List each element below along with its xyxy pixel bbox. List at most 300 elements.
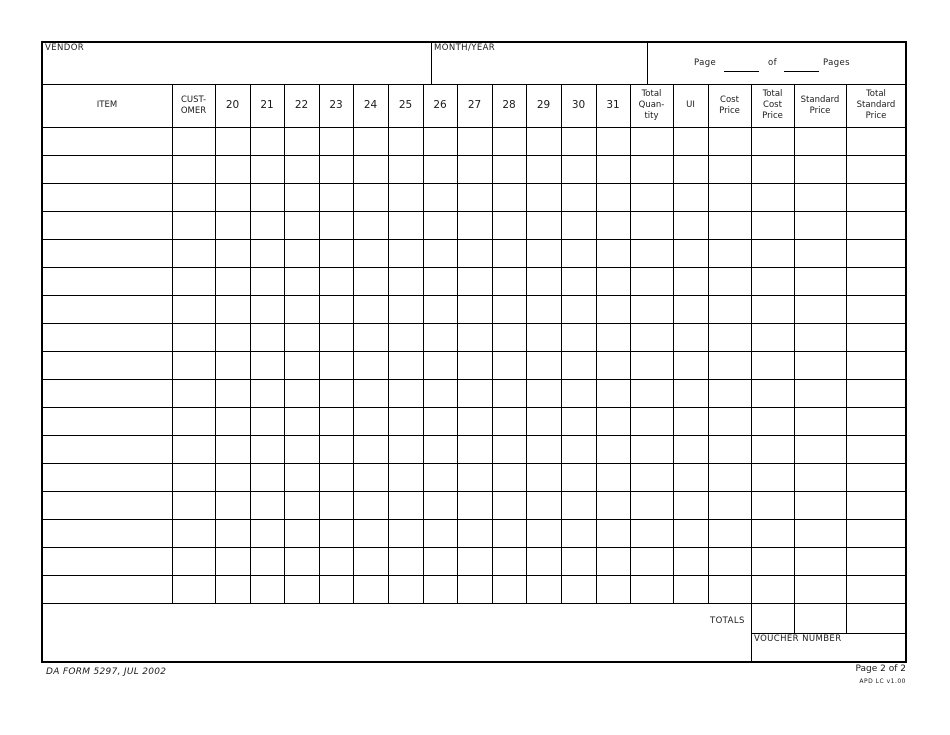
- table-cell[interactable]: [320, 296, 353, 323]
- table-cell[interactable]: [527, 436, 561, 463]
- table-cell[interactable]: [752, 128, 794, 155]
- table-cell[interactable]: [458, 240, 492, 267]
- table-cell[interactable]: [631, 128, 673, 155]
- table-cell[interactable]: [597, 408, 630, 435]
- table-cell[interactable]: [320, 520, 353, 547]
- table-cell[interactable]: [709, 436, 751, 463]
- table-cell[interactable]: [631, 576, 673, 603]
- table-cell[interactable]: [527, 184, 561, 211]
- table-cell[interactable]: [493, 492, 526, 519]
- table-cell[interactable]: [354, 352, 388, 379]
- table-cell[interactable]: [251, 352, 284, 379]
- table-cell[interactable]: [493, 268, 526, 295]
- table-cell[interactable]: [752, 352, 794, 379]
- table-cell[interactable]: [527, 548, 561, 575]
- table-cell[interactable]: [285, 464, 319, 491]
- table-cell[interactable]: [216, 268, 250, 295]
- table-cell[interactable]: [631, 436, 673, 463]
- totals-cell[interactable]: [752, 604, 794, 633]
- table-cell[interactable]: [424, 268, 457, 295]
- table-cell[interactable]: [493, 212, 526, 239]
- table-cell[interactable]: [795, 128, 846, 155]
- table-cell[interactable]: [354, 128, 388, 155]
- table-cell[interactable]: [493, 324, 526, 351]
- table-cell[interactable]: [752, 492, 794, 519]
- table-cell[interactable]: [847, 576, 906, 603]
- table-cell[interactable]: [562, 380, 596, 407]
- table-cell[interactable]: [389, 352, 423, 379]
- table-cell[interactable]: [709, 380, 751, 407]
- table-cell[interactable]: [847, 240, 906, 267]
- table-cell[interactable]: [251, 380, 284, 407]
- table-cell[interactable]: [458, 408, 492, 435]
- table-cell[interactable]: [752, 576, 794, 603]
- table-cell[interactable]: [458, 352, 492, 379]
- table-cell[interactable]: [173, 408, 215, 435]
- table-cell[interactable]: [216, 380, 250, 407]
- table-cell[interactable]: [562, 128, 596, 155]
- table-cell[interactable]: [216, 492, 250, 519]
- table-cell[interactable]: [285, 324, 319, 351]
- table-cell[interactable]: [562, 156, 596, 183]
- table-cell[interactable]: [562, 576, 596, 603]
- table-cell[interactable]: [631, 296, 673, 323]
- table-cell[interactable]: [752, 240, 794, 267]
- table-cell[interactable]: [795, 352, 846, 379]
- table-cell[interactable]: [752, 268, 794, 295]
- table-cell[interactable]: [216, 212, 250, 239]
- table-cell[interactable]: [251, 436, 284, 463]
- table-cell[interactable]: [597, 268, 630, 295]
- table-cell[interactable]: [631, 212, 673, 239]
- table-cell[interactable]: [709, 240, 751, 267]
- table-cell[interactable]: [458, 156, 492, 183]
- table-cell[interactable]: [43, 520, 172, 547]
- table-cell[interactable]: [752, 464, 794, 491]
- table-cell[interactable]: [43, 380, 172, 407]
- table-cell[interactable]: [285, 296, 319, 323]
- table-cell[interactable]: [320, 464, 353, 491]
- table-cell[interactable]: [389, 212, 423, 239]
- table-cell[interactable]: [847, 128, 906, 155]
- table-cell[interactable]: [173, 436, 215, 463]
- table-cell[interactable]: [847, 212, 906, 239]
- table-cell[interactable]: [709, 352, 751, 379]
- table-cell[interactable]: [562, 464, 596, 491]
- table-cell[interactable]: [43, 268, 172, 295]
- table-cell[interactable]: [354, 268, 388, 295]
- table-cell[interactable]: [43, 324, 172, 351]
- table-cell[interactable]: [285, 352, 319, 379]
- table-cell[interactable]: [173, 352, 215, 379]
- table-cell[interactable]: [493, 184, 526, 211]
- table-cell[interactable]: [320, 268, 353, 295]
- table-cell[interactable]: [43, 184, 172, 211]
- table-cell[interactable]: [43, 156, 172, 183]
- table-cell[interactable]: [251, 184, 284, 211]
- table-cell[interactable]: [709, 548, 751, 575]
- table-cell[interactable]: [709, 408, 751, 435]
- table-cell[interactable]: [562, 408, 596, 435]
- table-cell[interactable]: [562, 352, 596, 379]
- table-cell[interactable]: [847, 352, 906, 379]
- table-cell[interactable]: [527, 576, 561, 603]
- table-cell[interactable]: [389, 436, 423, 463]
- table-cell[interactable]: [320, 548, 353, 575]
- table-cell[interactable]: [752, 156, 794, 183]
- table-cell[interactable]: [354, 380, 388, 407]
- table-cell[interactable]: [631, 408, 673, 435]
- table-cell[interactable]: [216, 324, 250, 351]
- table-cell[interactable]: [354, 520, 388, 547]
- table-cell[interactable]: [424, 184, 457, 211]
- table-cell[interactable]: [320, 156, 353, 183]
- table-cell[interactable]: [795, 240, 846, 267]
- table-cell[interactable]: [527, 296, 561, 323]
- table-cell[interactable]: [493, 520, 526, 547]
- table-cell[interactable]: [631, 268, 673, 295]
- table-cell[interactable]: [631, 548, 673, 575]
- table-cell[interactable]: [216, 156, 250, 183]
- table-cell[interactable]: [709, 520, 751, 547]
- table-cell[interactable]: [527, 408, 561, 435]
- totals-cell[interactable]: [847, 604, 906, 633]
- table-cell[interactable]: [354, 156, 388, 183]
- table-cell[interactable]: [320, 324, 353, 351]
- table-cell[interactable]: [709, 464, 751, 491]
- table-cell[interactable]: [709, 492, 751, 519]
- table-cell[interactable]: [285, 548, 319, 575]
- table-cell[interactable]: [251, 464, 284, 491]
- table-cell[interactable]: [43, 436, 172, 463]
- table-cell[interactable]: [43, 240, 172, 267]
- table-cell[interactable]: [527, 128, 561, 155]
- table-cell[interactable]: [597, 492, 630, 519]
- table-cell[interactable]: [320, 380, 353, 407]
- table-cell[interactable]: [424, 156, 457, 183]
- table-cell[interactable]: [674, 576, 708, 603]
- table-cell[interactable]: [752, 324, 794, 351]
- table-cell[interactable]: [389, 156, 423, 183]
- table-cell[interactable]: [354, 576, 388, 603]
- table-cell[interactable]: [251, 576, 284, 603]
- table-cell[interactable]: [216, 408, 250, 435]
- table-cell[interactable]: [709, 128, 751, 155]
- table-cell[interactable]: [709, 184, 751, 211]
- table-cell[interactable]: [251, 128, 284, 155]
- table-cell[interactable]: [674, 240, 708, 267]
- table-cell[interactable]: [320, 128, 353, 155]
- table-cell[interactable]: [674, 212, 708, 239]
- table-cell[interactable]: [562, 520, 596, 547]
- table-cell[interactable]: [562, 492, 596, 519]
- table-cell[interactable]: [43, 576, 172, 603]
- table-cell[interactable]: [285, 520, 319, 547]
- table-cell[interactable]: [493, 156, 526, 183]
- table-cell[interactable]: [173, 576, 215, 603]
- table-cell[interactable]: [424, 296, 457, 323]
- table-cell[interactable]: [527, 156, 561, 183]
- table-cell[interactable]: [389, 464, 423, 491]
- table-cell[interactable]: [597, 436, 630, 463]
- table-cell[interactable]: [631, 492, 673, 519]
- table-cell[interactable]: [173, 184, 215, 211]
- table-cell[interactable]: [216, 436, 250, 463]
- table-cell[interactable]: [493, 296, 526, 323]
- table-cell[interactable]: [354, 212, 388, 239]
- table-cell[interactable]: [674, 408, 708, 435]
- table-cell[interactable]: [285, 436, 319, 463]
- table-cell[interactable]: [674, 184, 708, 211]
- table-cell[interactable]: [631, 324, 673, 351]
- table-cell[interactable]: [709, 324, 751, 351]
- table-cell[interactable]: [597, 548, 630, 575]
- table-cell[interactable]: [631, 380, 673, 407]
- table-cell[interactable]: [173, 464, 215, 491]
- table-cell[interactable]: [173, 268, 215, 295]
- table-cell[interactable]: [216, 576, 250, 603]
- table-cell[interactable]: [216, 128, 250, 155]
- table-cell[interactable]: [795, 212, 846, 239]
- table-cell[interactable]: [389, 268, 423, 295]
- table-cell[interactable]: [493, 464, 526, 491]
- table-cell[interactable]: [795, 324, 846, 351]
- table-cell[interactable]: [562, 296, 596, 323]
- table-cell[interactable]: [795, 408, 846, 435]
- table-cell[interactable]: [597, 520, 630, 547]
- table-cell[interactable]: [320, 240, 353, 267]
- table-cell[interactable]: [709, 268, 751, 295]
- table-cell[interactable]: [674, 464, 708, 491]
- table-cell[interactable]: [354, 408, 388, 435]
- table-cell[interactable]: [389, 184, 423, 211]
- table-cell[interactable]: [43, 212, 172, 239]
- table-cell[interactable]: [424, 464, 457, 491]
- table-cell[interactable]: [847, 464, 906, 491]
- table-cell[interactable]: [458, 128, 492, 155]
- table-cell[interactable]: [631, 240, 673, 267]
- table-cell[interactable]: [173, 324, 215, 351]
- table-cell[interactable]: [424, 408, 457, 435]
- table-cell[interactable]: [674, 156, 708, 183]
- table-cell[interactable]: [527, 324, 561, 351]
- table-cell[interactable]: [251, 520, 284, 547]
- table-cell[interactable]: [389, 520, 423, 547]
- table-cell[interactable]: [251, 324, 284, 351]
- table-cell[interactable]: [631, 464, 673, 491]
- table-cell[interactable]: [285, 268, 319, 295]
- table-cell[interactable]: [674, 548, 708, 575]
- table-cell[interactable]: [847, 408, 906, 435]
- table-cell[interactable]: [597, 184, 630, 211]
- table-cell[interactable]: [562, 240, 596, 267]
- table-cell[interactable]: [631, 156, 673, 183]
- table-cell[interactable]: [458, 492, 492, 519]
- table-cell[interactable]: [216, 464, 250, 491]
- table-cell[interactable]: [562, 268, 596, 295]
- table-cell[interactable]: [674, 520, 708, 547]
- table-cell[interactable]: [752, 520, 794, 547]
- table-cell[interactable]: [752, 296, 794, 323]
- table-cell[interactable]: [285, 128, 319, 155]
- table-cell[interactable]: [354, 324, 388, 351]
- table-cell[interactable]: [795, 296, 846, 323]
- table-cell[interactable]: [285, 156, 319, 183]
- table-cell[interactable]: [709, 212, 751, 239]
- table-cell[interactable]: [752, 380, 794, 407]
- table-cell[interactable]: [597, 212, 630, 239]
- table-cell[interactable]: [251, 240, 284, 267]
- table-cell[interactable]: [320, 184, 353, 211]
- table-cell[interactable]: [285, 240, 319, 267]
- table-cell[interactable]: [173, 128, 215, 155]
- table-cell[interactable]: [674, 352, 708, 379]
- totals-cell[interactable]: [795, 604, 846, 633]
- table-cell[interactable]: [597, 128, 630, 155]
- table-cell[interactable]: [458, 436, 492, 463]
- table-cell[interactable]: [847, 268, 906, 295]
- table-cell[interactable]: [493, 408, 526, 435]
- table-cell[interactable]: [631, 520, 673, 547]
- table-cell[interactable]: [173, 492, 215, 519]
- table-cell[interactable]: [251, 408, 284, 435]
- table-cell[interactable]: [354, 464, 388, 491]
- table-cell[interactable]: [354, 548, 388, 575]
- table-cell[interactable]: [458, 268, 492, 295]
- table-cell[interactable]: [795, 576, 846, 603]
- table-cell[interactable]: [285, 212, 319, 239]
- table-cell[interactable]: [847, 436, 906, 463]
- table-cell[interactable]: [597, 296, 630, 323]
- table-cell[interactable]: [493, 436, 526, 463]
- table-cell[interactable]: [43, 464, 172, 491]
- table-cell[interactable]: [320, 212, 353, 239]
- table-cell[interactable]: [389, 548, 423, 575]
- table-cell[interactable]: [43, 492, 172, 519]
- table-cell[interactable]: [795, 548, 846, 575]
- table-cell[interactable]: [251, 296, 284, 323]
- table-cell[interactable]: [527, 268, 561, 295]
- table-cell[interactable]: [847, 296, 906, 323]
- table-cell[interactable]: [285, 380, 319, 407]
- table-cell[interactable]: [597, 156, 630, 183]
- table-cell[interactable]: [795, 268, 846, 295]
- table-cell[interactable]: [795, 492, 846, 519]
- table-cell[interactable]: [251, 548, 284, 575]
- table-cell[interactable]: [527, 240, 561, 267]
- table-cell[interactable]: [493, 548, 526, 575]
- table-cell[interactable]: [173, 380, 215, 407]
- table-cell[interactable]: [43, 296, 172, 323]
- table-cell[interactable]: [527, 352, 561, 379]
- table-cell[interactable]: [597, 324, 630, 351]
- table-cell[interactable]: [674, 380, 708, 407]
- table-cell[interactable]: [795, 520, 846, 547]
- table-cell[interactable]: [320, 408, 353, 435]
- table-cell[interactable]: [285, 408, 319, 435]
- table-cell[interactable]: [389, 240, 423, 267]
- table-cell[interactable]: [216, 352, 250, 379]
- table-cell[interactable]: [562, 212, 596, 239]
- total-pages-field[interactable]: [784, 71, 819, 72]
- table-cell[interactable]: [354, 184, 388, 211]
- table-cell[interactable]: [847, 184, 906, 211]
- table-cell[interactable]: [216, 548, 250, 575]
- table-cell[interactable]: [424, 380, 457, 407]
- table-cell[interactable]: [527, 492, 561, 519]
- table-cell[interactable]: [795, 464, 846, 491]
- table-cell[interactable]: [709, 296, 751, 323]
- table-cell[interactable]: [527, 520, 561, 547]
- table-cell[interactable]: [493, 380, 526, 407]
- table-cell[interactable]: [674, 436, 708, 463]
- table-cell[interactable]: [424, 240, 457, 267]
- table-cell[interactable]: [795, 436, 846, 463]
- table-cell[interactable]: [173, 240, 215, 267]
- table-cell[interactable]: [216, 296, 250, 323]
- table-cell[interactable]: [493, 576, 526, 603]
- table-cell[interactable]: [389, 408, 423, 435]
- table-cell[interactable]: [752, 548, 794, 575]
- table-cell[interactable]: [674, 324, 708, 351]
- table-cell[interactable]: [631, 184, 673, 211]
- table-cell[interactable]: [795, 380, 846, 407]
- table-cell[interactable]: [43, 548, 172, 575]
- table-cell[interactable]: [251, 156, 284, 183]
- table-cell[interactable]: [562, 436, 596, 463]
- table-cell[interactable]: [597, 464, 630, 491]
- table-cell[interactable]: [251, 492, 284, 519]
- table-cell[interactable]: [320, 576, 353, 603]
- table-cell[interactable]: [752, 184, 794, 211]
- table-cell[interactable]: [752, 436, 794, 463]
- table-cell[interactable]: [216, 520, 250, 547]
- table-cell[interactable]: [354, 492, 388, 519]
- table-cell[interactable]: [795, 156, 846, 183]
- table-cell[interactable]: [562, 324, 596, 351]
- table-cell[interactable]: [527, 212, 561, 239]
- table-cell[interactable]: [458, 464, 492, 491]
- table-cell[interactable]: [389, 296, 423, 323]
- table-cell[interactable]: [562, 548, 596, 575]
- table-cell[interactable]: [424, 324, 457, 351]
- table-cell[interactable]: [795, 184, 846, 211]
- table-cell[interactable]: [527, 464, 561, 491]
- table-cell[interactable]: [493, 352, 526, 379]
- table-cell[interactable]: [493, 240, 526, 267]
- table-cell[interactable]: [674, 492, 708, 519]
- table-cell[interactable]: [424, 128, 457, 155]
- table-cell[interactable]: [458, 324, 492, 351]
- table-cell[interactable]: [424, 352, 457, 379]
- table-cell[interactable]: [424, 520, 457, 547]
- table-cell[interactable]: [597, 576, 630, 603]
- table-cell[interactable]: [173, 212, 215, 239]
- table-cell[interactable]: [424, 436, 457, 463]
- table-cell[interactable]: [424, 212, 457, 239]
- table-cell[interactable]: [43, 352, 172, 379]
- table-cell[interactable]: [752, 212, 794, 239]
- table-cell[interactable]: [847, 520, 906, 547]
- table-cell[interactable]: [674, 128, 708, 155]
- table-cell[interactable]: [458, 296, 492, 323]
- table-cell[interactable]: [285, 576, 319, 603]
- table-cell[interactable]: [597, 240, 630, 267]
- table-cell[interactable]: [458, 520, 492, 547]
- table-cell[interactable]: [458, 184, 492, 211]
- table-cell[interactable]: [424, 548, 457, 575]
- table-cell[interactable]: [216, 240, 250, 267]
